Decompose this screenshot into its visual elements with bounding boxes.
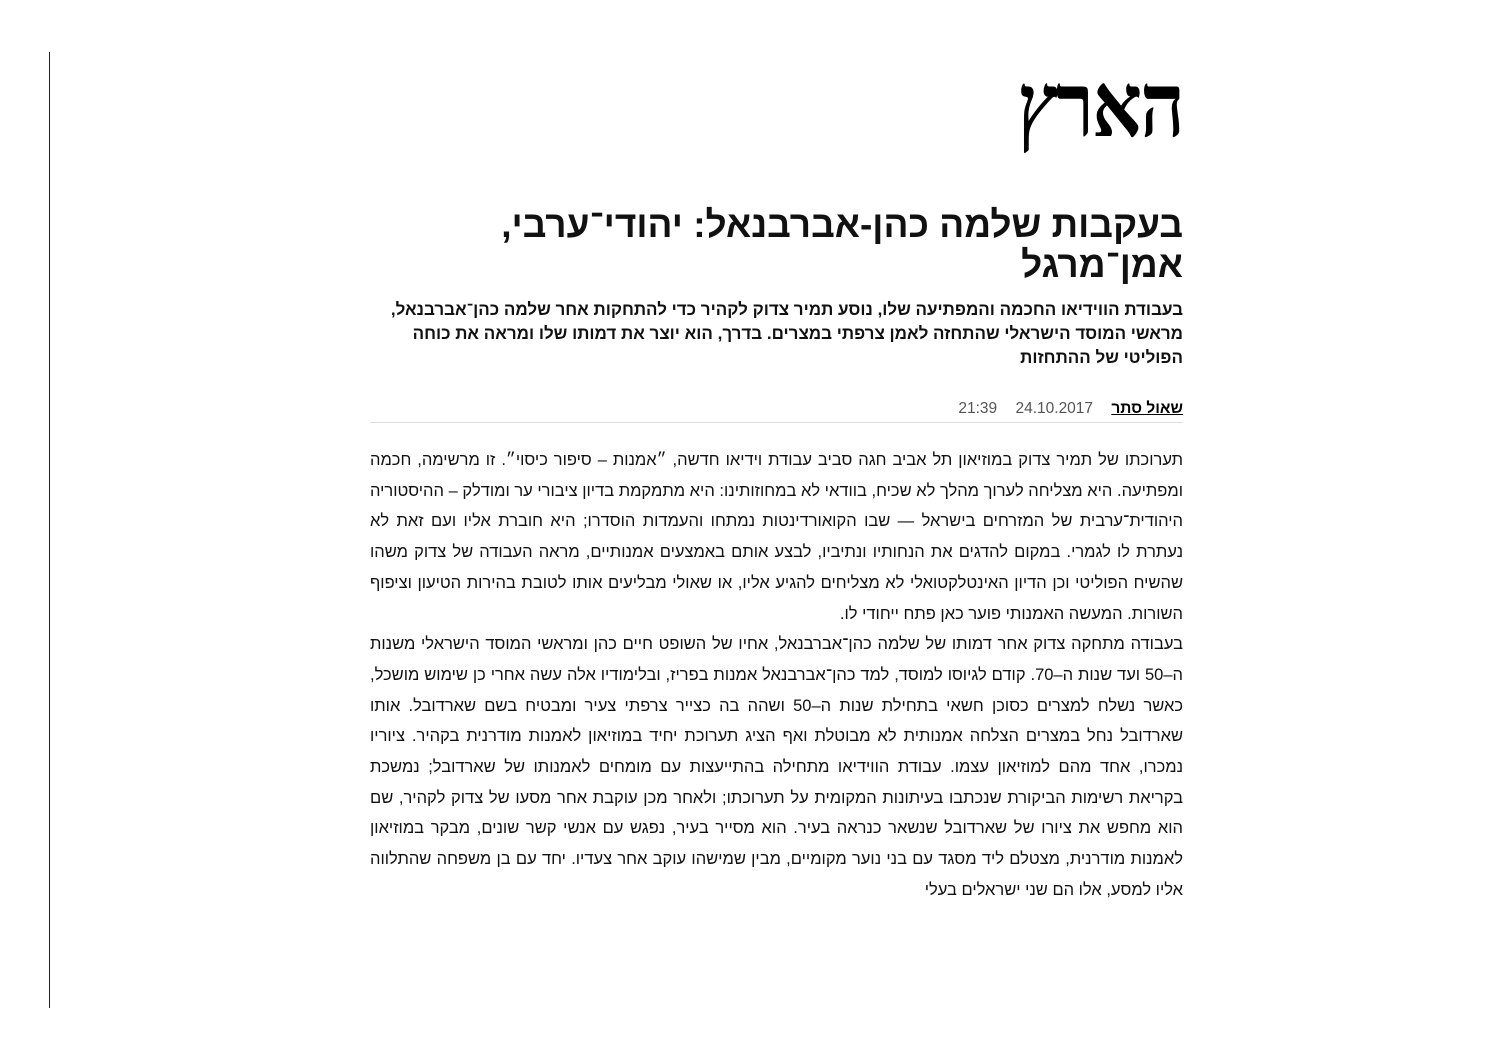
page-margin-rule (49, 52, 50, 1008)
author-link[interactable]: שאול סתר (1111, 400, 1183, 417)
publish-time: 21:39 (958, 400, 998, 417)
article-paragraph: תערוכתו של תמיר צדוק במוזיאון תל אביב חגה סביב עבודת וידיאו חדשה, ״אמנות – סיפור כיסוי״. זו מרשימה, חכמה ומפתיעה. היא מצליחה לערוך מהלך לא שכיח, בוודאי לא במחוזותינו: היא מתמקמת בדיון ציבורי ער ומודלק – ההיסטוריה היהודית־ערבית של המזרחים בישראל — שבו הקואורדינטות נמתחו והעמדות הוסדרו; היא חוברת אליו ועם זאת לא נעתרת לו לגמרי. במקום להדגים את הנחותיו ונתיביו, לבצע אותם באמצעים אמנותיים, מראה העבודה של צדוק משהו שהשיח הפוליטי וכן הדיון האינטלקטואלי לא מצליחים להגיע אליו, או שאולי מבליעים אותו לטובת בהירות הטיעון וציפוף השורות. המעשה האמנותי פוער כאן פתח ייחודי לו. (370, 451, 1183, 623)
haaretz-logo[interactable]: הארץ (1017, 53, 1183, 158)
article-headline: בעקבות שלמה כהן-אברבנאל: יהודי־ערבי, אמן־מרגל (501, 204, 1183, 285)
publish-date: 24.10.2017 (1015, 400, 1094, 417)
article-body (370, 445, 1183, 906)
article-subtitle: בעבודת הווידיאו החכמה והמפתיעה שלו, נוסע תמיר צדוק לקהיר כדי להתחקות אחר שלמה כהן־אברבנאל, מראשי המוסד הישראלי שהתחזה לאמן צרפתי במצרים. בדרך, הוא יוצר את דמותו שלו ומראה את כוחה הפוליטי של ההתחזות (390, 300, 1183, 367)
article-byline (370, 398, 1183, 423)
article-paragraph: בעבודה מתחקה צדוק אחר דמותו של שלמה כהן־אברבנאל, אחיו של השופט חיים כהן ומראשי המוסד הישראלי משנות ה–50 ועד שנות ה–70. קודם לגיוסו למוסד, למד כהן־אברבנאל אמנות בפריז, ובלימודיו אלה עשה אחרי כן שימוש מושכל, כאשר נשלח למצרים כסוכן חשאי בתחילת שנות ה–50 ושהה בה כצייר צרפתי צעיר ומבטיח בשם שארדובל. אותו שארדובל נחל במצרים הצלחה אמנותית לא מבוטלת ואף הציג תערוכת יחיד במוזיאון לאמנות מודרנית בקהיר. ציוריו נמכרו, אחד מהם למוזיאון עצמו. עבודת הווידיאו מתחילה בהתייעצות עם מומחים לאמנותו של שארדובל; נמשכת בקריאת רשימות הביקורת שנכתבו בעיתונות המקומית על תערוכתו; ולאחר מכן עוקבת אחר מסעו של צדוק לקהיר, שם הוא מחפש את ציורו של שארדובל שנשאר כנראה בעיר. הוא מסייר בעיר, נפגש עם אנשי קשר שונים, מבקר במוזיאון לאמנות מודרנית, מצטלם ליד מסגד עם בני נוער מקומיים, מבין שמישהו עוקב אחר צעדיו. יחד עם בן משפחה שהתלווה אליו למסע, אלו הם שני ישראלים בעלי (370, 635, 1184, 899)
